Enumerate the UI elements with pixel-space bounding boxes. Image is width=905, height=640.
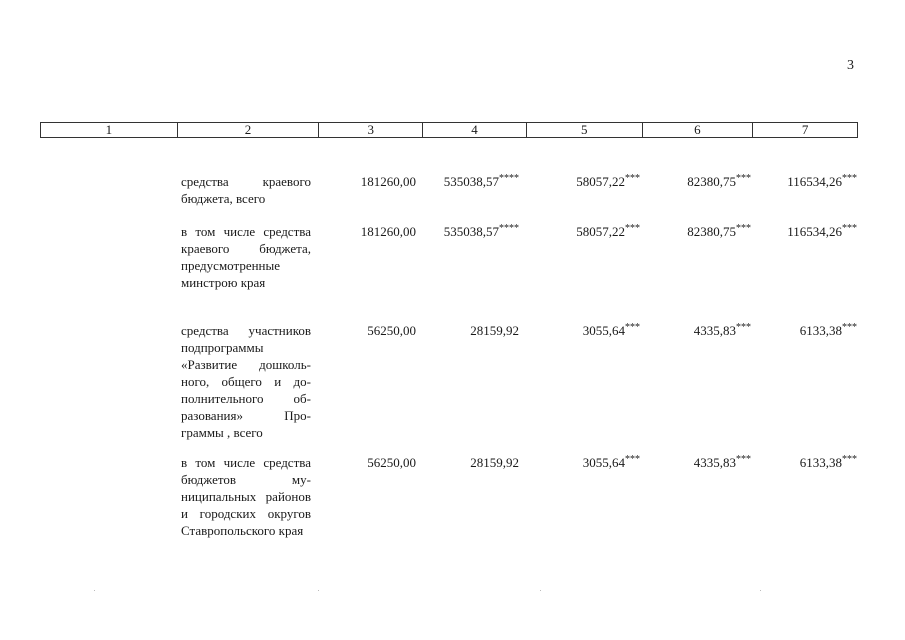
- value-col-4: 28159,92: [470, 455, 519, 470]
- value-col-4: 28159,92: [470, 323, 519, 338]
- header-col-4: 4: [422, 123, 526, 137]
- value-col-4: 535038,57****: [443, 223, 519, 239]
- value-col-7: 116534,26***: [787, 223, 857, 239]
- value-col-3: 181260,00: [360, 224, 416, 239]
- value-col-3: 181260,00: [360, 174, 416, 189]
- value-col-3: 56250,00: [367, 455, 416, 470]
- table-header: [40, 122, 858, 138]
- header-col-1: 1: [105, 122, 113, 137]
- speckle: [760, 590, 761, 591]
- row-description: средства участников подпрограммы «Развитие дошкольного, общего и дополнительного образования» Программы , всего: [181, 323, 311, 440]
- value-col-5: 3055,64***: [582, 454, 640, 470]
- value-col-4: 535038,57****: [443, 173, 519, 189]
- value-col-7: 116534,26***: [787, 173, 857, 189]
- value-col-3: 56250,00: [367, 323, 416, 338]
- value-col-6: 4335,83***: [693, 322, 751, 338]
- header-col-3: 3: [318, 123, 422, 137]
- value-col-7: 6133,38***: [799, 454, 857, 470]
- value-col-5: 58057,22***: [576, 223, 640, 239]
- speckle: [540, 590, 541, 591]
- header-col-2: 2: [177, 123, 319, 137]
- row-description: средства краевого бюджета, всего: [181, 174, 311, 206]
- value-col-6: 82380,75***: [687, 173, 751, 189]
- header-col-6: 6: [642, 123, 753, 137]
- value-col-7: 6133,38***: [799, 322, 857, 338]
- header-col-5: 5: [526, 123, 642, 137]
- value-col-6: 4335,83***: [693, 454, 751, 470]
- value-col-5: 3055,64***: [582, 322, 640, 338]
- header-col-7: 7: [752, 123, 857, 137]
- page-number: 3: [847, 58, 854, 73]
- row-description: в том числе средства бюджетов муниципальных районов и городских округов Ставропольского края: [181, 455, 311, 538]
- value-col-6: 82380,75***: [687, 223, 751, 239]
- speckle: [94, 590, 95, 591]
- speckle: [318, 590, 319, 591]
- row-description: в том числе средства краевого бюджета, предусмотренные минстрою края: [181, 224, 311, 290]
- value-col-5: 58057,22***: [576, 173, 640, 189]
- scan-speckles: [0, 590, 905, 592]
